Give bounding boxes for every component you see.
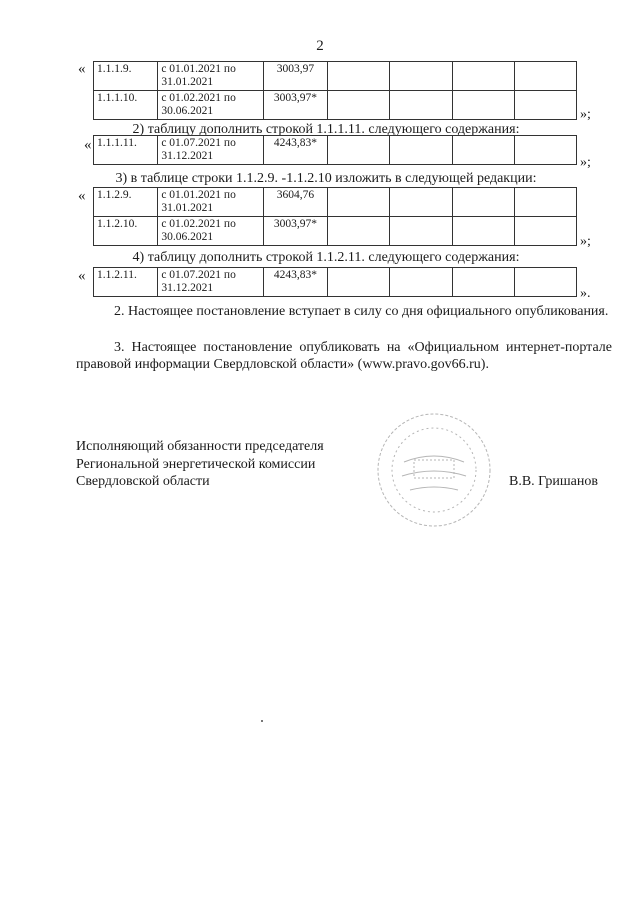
- table-row: [94, 136, 577, 165]
- item-2: 2) таблицу дополнить строкой 1.1.1.11. следующего содержания:: [132, 122, 520, 137]
- cell-empty: [390, 136, 452, 165]
- cell-empty: [514, 188, 576, 217]
- seal-stamp-icon: [374, 410, 494, 530]
- cell-period: с 01.02.2021 по 30.06.2021: [158, 91, 263, 120]
- table-4: [93, 267, 577, 297]
- item-4: 4) таблицу дополнить строкой 1.1.2.11. следующего содержания:: [132, 250, 520, 265]
- cell-value: 3604,76: [263, 188, 327, 217]
- cell-period: с 01.01.2021 по 31.01.2021: [158, 188, 263, 217]
- cell-empty: [328, 91, 390, 120]
- table-row: [94, 217, 577, 246]
- cell-empty: [390, 62, 452, 91]
- cell-empty: [390, 91, 452, 120]
- signature-block: [76, 438, 324, 491]
- cell-value: 3003,97: [263, 62, 327, 91]
- cell-empty: [328, 268, 390, 297]
- cell-empty: [452, 217, 514, 246]
- item-3: 3) в таблице строки 1.1.2.9. -1.1.2.10 изложить в следующей редакции:: [115, 171, 537, 186]
- signer-title-line-2: Региональной энергетической комиссии: [76, 456, 316, 472]
- cell-code: 1.1.2.11.: [94, 268, 158, 297]
- signer-title-line-3: Свердловской области: [76, 474, 210, 489]
- table-row: [94, 91, 577, 120]
- table-row: [94, 62, 577, 91]
- cell-empty: [452, 62, 514, 91]
- table-row: [94, 268, 577, 297]
- cell-value: 4243,83*: [263, 136, 327, 165]
- cell-period: с 01.07.2021 по 31.12.2021: [158, 136, 263, 165]
- cell-value: 3003,97*: [263, 217, 327, 246]
- cell-empty: [514, 217, 576, 246]
- open-quote: «: [78, 61, 86, 77]
- open-quote: «: [84, 137, 92, 153]
- cell-empty: [514, 91, 576, 120]
- cell-empty: [328, 62, 390, 91]
- cell-period: с 01.07.2021 по 31.12.2021: [158, 268, 263, 297]
- cell-empty: [328, 217, 390, 246]
- table-3: [93, 187, 577, 246]
- cell-value: 3003,97*: [263, 91, 327, 120]
- cell-empty: [328, 136, 390, 165]
- table-row: [94, 188, 577, 217]
- cell-empty: [452, 136, 514, 165]
- cell-empty: [452, 91, 514, 120]
- close-quote: »;: [580, 234, 591, 249]
- open-quote: «: [78, 188, 86, 204]
- paragraph-3: 3. Настоящее постановление опубликовать на «Официальном интернет-портале правовой информации Свердловской области» (www.pravo.gov66.ru).: [76, 340, 612, 372]
- cell-empty: [514, 62, 576, 91]
- signer-name: В.В. Гришанов: [509, 474, 598, 489]
- table-1: [93, 61, 577, 120]
- close-quote: »;: [580, 107, 591, 122]
- cell-empty: [390, 217, 452, 246]
- speck: [261, 720, 263, 722]
- close-quote: ».: [580, 286, 591, 301]
- close-quote: »;: [580, 155, 591, 170]
- cell-empty: [390, 188, 452, 217]
- cell-period: с 01.02.2021 по 30.06.2021: [158, 217, 263, 246]
- open-quote: «: [78, 268, 86, 284]
- cell-period: с 01.01.2021 по 31.01.2021: [158, 62, 263, 91]
- cell-empty: [328, 188, 390, 217]
- cell-empty: [452, 268, 514, 297]
- cell-code: 1.1.2.10.: [94, 217, 158, 246]
- cell-code: 1.1.1.10.: [94, 91, 158, 120]
- page-number: 2: [316, 38, 324, 54]
- cell-code: 1.1.2.9.: [94, 188, 158, 217]
- cell-code: 1.1.1.11.: [94, 136, 158, 165]
- paragraph-2: 2. Настоящее постановление вступает в силу со дня официального опубликования.: [114, 304, 609, 319]
- cell-value: 4243,83*: [263, 268, 327, 297]
- cell-empty: [514, 268, 576, 297]
- table-2: [93, 135, 577, 165]
- signer-title-line-1: Исполняющий обязанности председателя: [76, 439, 324, 454]
- cell-code: 1.1.1.9.: [94, 62, 158, 91]
- cell-empty: [514, 136, 576, 165]
- cell-empty: [452, 188, 514, 217]
- cell-empty: [390, 268, 452, 297]
